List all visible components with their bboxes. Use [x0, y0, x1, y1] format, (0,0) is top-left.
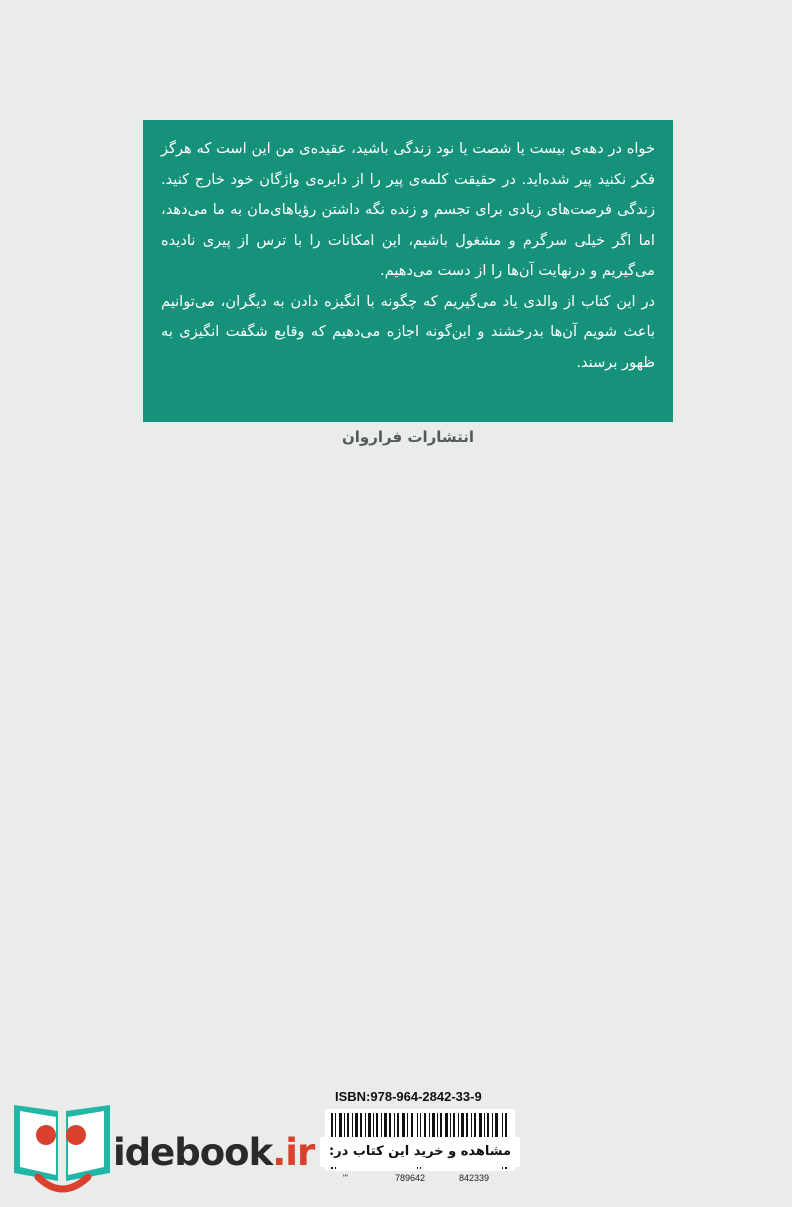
blurb-paragraph-2: در این کتاب از والدی یاد می‌گیریم که چگونه با انگیزه دادن به دیگران، می‌توانیم باعث شویم آن‌ها بدرخشند و این‌گونه اجازه می‌دهیم که وقایع شگفت انگیزی به ظهور برسند.: [161, 292, 655, 371]
brand-wordmark: [113, 1131, 314, 1174]
brand-name: idebook: [113, 1131, 273, 1174]
barcode-digits-middle: 789642: [395, 1173, 426, 1183]
barcode-digits-right: 842339: [459, 1173, 490, 1183]
brand-tagline: مشاهده و خرید این کتاب در:: [320, 1137, 520, 1167]
blurb-panel: [143, 120, 673, 422]
idebook-watermark[interactable]: [10, 1097, 520, 1202]
brand-domain: .ir: [272, 1131, 315, 1174]
barcode-digits-left: "': [343, 1173, 348, 1183]
book-face-icon: [10, 1097, 114, 1201]
blurb-paragraph-1: خواه در دهه‌ی بیست یا شصت یا نود زندگی باشید، عقیده‌ی من این است که هرگز فکر نکنید پیر شده‌اید. در حقیقت کلمه‌ی پیر را از دایره‌ی واژگان خود خارج کنید. زندگی فرصت‌های زیادی برای تجسم و زنده نگه داشتن رؤیاهای‌مان به ما می‌دهد، اما اگر خیلی سرگرم و مشغول باشیم، این امکانات را با ترس از پیری نادیده می‌گیریم و درنهایت آن‌ها را از دست می‌دهیم.: [161, 140, 655, 279]
isbn-label: ISBN:978-964-2842-33-9: [335, 1089, 482, 1104]
publisher-name: انتشارات فراروان: [341, 428, 475, 446]
